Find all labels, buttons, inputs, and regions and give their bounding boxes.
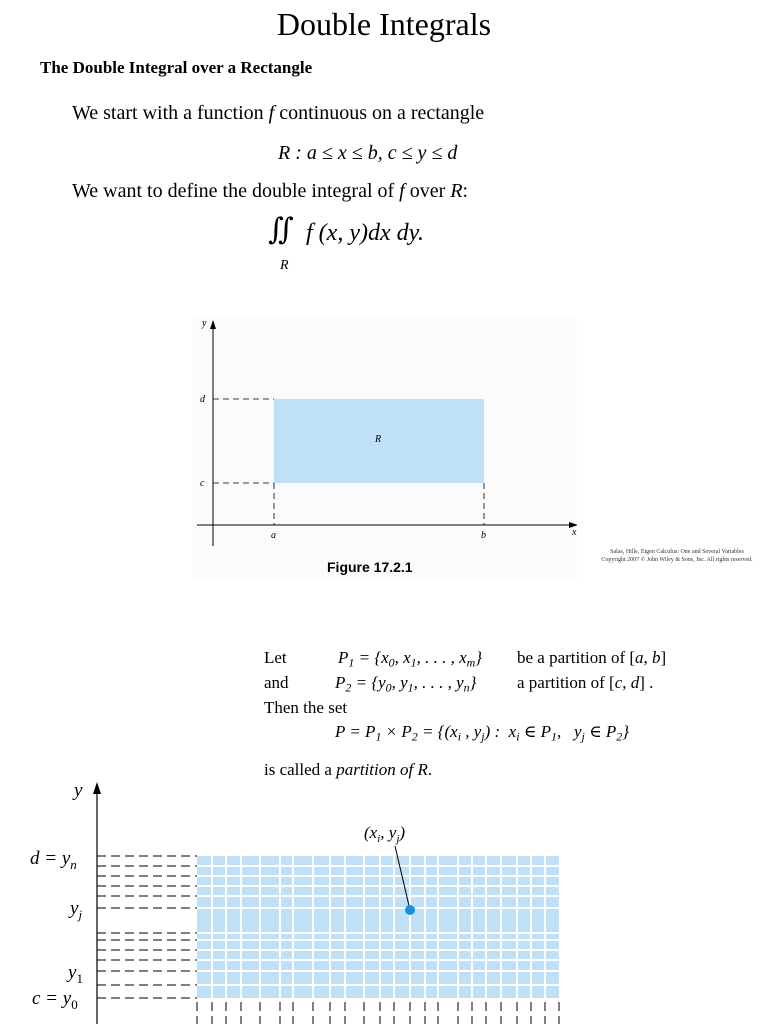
figure-caption: Figure 17.2.1 <box>327 559 413 575</box>
y-axis-arrow <box>93 782 101 794</box>
region-symbol: R <box>450 180 463 202</box>
figure-partition-grid <box>0 770 768 1024</box>
intro-text: : <box>462 180 469 202</box>
then-text: Then the set <box>264 698 348 717</box>
partition-product-definition: $P = P_1 \times P_2 = \{(x_i$ , $y_j$) : $x_i$ ∈ $P_1$, $y_j$ ∈ $P_2$} <box>335 722 630 744</box>
rectangle-definition: R : a ≤ x ≤ b, c ≤ y ≤ d <box>278 142 458 164</box>
partition-term: partition of R <box>336 760 428 779</box>
double-integral-sign: ∬ <box>268 213 294 246</box>
intro-text: over <box>404 180 451 202</box>
partition-p1: $P_1 = \{x_0$, $x_1$, . . . , $x_m$} <box>338 648 483 670</box>
label-d: d <box>200 394 205 405</box>
and-word: and <box>264 673 289 692</box>
y-axis-label: y <box>202 318 207 329</box>
region-label: R <box>375 434 382 445</box>
label-a: a <box>271 530 276 541</box>
partition-cd: a partition of [c, d] . <box>517 673 654 692</box>
label-c-y0: $c = y_0$ <box>32 988 78 1012</box>
copyright-credit <box>588 548 766 564</box>
function-symbol: f <box>399 180 405 202</box>
label-d-yn: $d = y_n$ <box>30 848 77 872</box>
integral-region: R <box>280 258 289 273</box>
intro-line-1 <box>72 102 484 125</box>
partition-region <box>197 856 559 998</box>
point-label: ($x_i$, $y_j$) <box>364 823 406 845</box>
partition-ab: be a partition of [a, b] <box>517 648 667 667</box>
intro-text: We start with a function <box>72 102 269 124</box>
label-c: c <box>200 478 205 489</box>
partition-text: . <box>427 760 433 779</box>
page-title: Double Integrals <box>276 6 492 42</box>
x-axis-label: x <box>572 527 577 538</box>
intro-line-2 <box>72 180 468 203</box>
label-yj: $y_j$ <box>70 898 83 922</box>
partition-text: is called a <box>264 760 337 779</box>
label-y1: $y_1$ <box>68 962 83 986</box>
partition-p2: $P_2 = \{y_0$, $y_1$, . . . , $y_n$} <box>335 673 477 695</box>
let-word: Let <box>264 648 287 667</box>
intro-text: continuous on a rectangle <box>274 102 485 124</box>
figure-rectangle <box>192 318 577 580</box>
section-heading: The Double Integral over a Rectangle <box>40 58 313 77</box>
integrand: f (x, y)dx dy. <box>306 220 424 246</box>
intro-text: We want to define the double integral of <box>72 180 400 202</box>
function-symbol: f <box>268 102 275 124</box>
point-xi-yj <box>405 905 415 915</box>
y-axis-label: y <box>74 780 83 801</box>
credit-line: Copyright 2007 © John Wiley & Sons, Inc. All rights reserved. <box>601 557 753 563</box>
label-b: b <box>481 530 486 541</box>
credit-line: Salas, Hille, Etgen Calculus: One and Several Variables <box>610 549 744 555</box>
